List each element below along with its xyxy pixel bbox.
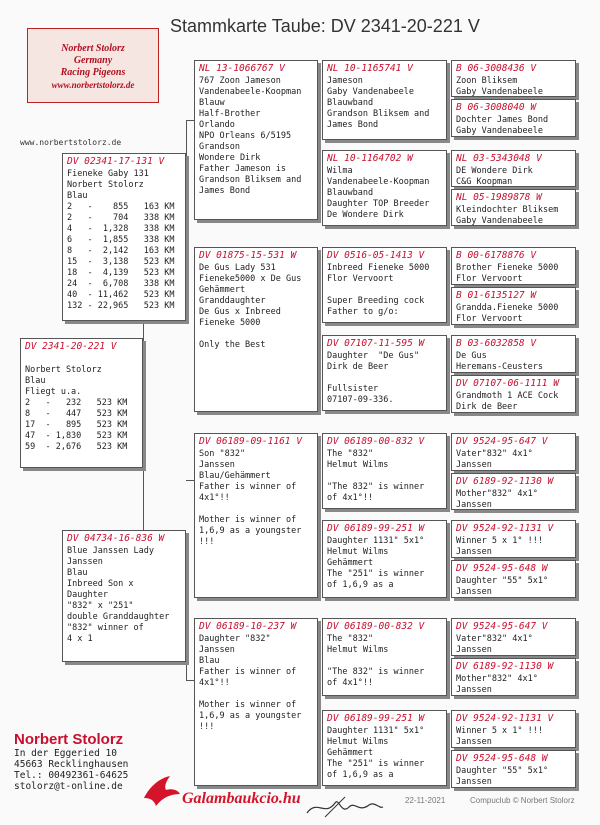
pigeon-info-line: "The 832" is winner	[327, 667, 425, 677]
pigeon-info-line: 1,6,9 as a youngster	[199, 711, 302, 721]
pigeon-info-line: Grandson Bliksem and	[327, 109, 430, 119]
pigeon-card-fmm	[322, 335, 447, 411]
pigeon-info-line: Half-Brother	[199, 109, 261, 119]
pigeon-info-line: Gehämmert	[327, 748, 374, 758]
breeder-name: Norbert Stolorz	[14, 731, 124, 748]
pigeon-info-line: James Bond	[199, 186, 251, 196]
pigeon-info-line: Janssen	[67, 557, 103, 567]
footer-credit: Compuclub © Norbert Stolorz	[470, 796, 575, 805]
pigeon-info-line	[25, 354, 138, 365]
connector-line	[186, 120, 194, 121]
pigeon-info-line: Brother Fieneke 5000	[456, 263, 559, 273]
pigeon-card-g7	[451, 335, 576, 373]
pigeon-logo-icon	[140, 768, 184, 812]
pigeon-info-line: Daughter TOP Breeder	[327, 199, 430, 209]
pigeon-info-line: The "251" is winner	[327, 569, 425, 579]
pigeon-info-line: Janssen	[199, 460, 235, 470]
pigeon-info-line: Daughter "832"	[199, 634, 271, 644]
pigeon-card-g9	[451, 433, 576, 471]
ring-number: DV 0516-05-1413 V	[327, 250, 425, 261]
pigeon-card-fmf	[322, 247, 447, 323]
pigeon-info-line: Janssen	[456, 547, 492, 557]
pigeon-info-line: Fieneke5000 x De Gus	[199, 274, 302, 284]
pigeon-info-line: 59 - 2,676 523 KM	[25, 442, 128, 452]
pigeon-info-line: Grandson Bliksem and	[199, 175, 302, 185]
pigeon-info-line: Gehämmert	[327, 558, 374, 568]
pigeon-card-g3	[451, 150, 576, 187]
ring-number: NL 05-1989878 W	[456, 192, 542, 203]
pigeon-info-line: De Gus x Inbreed	[199, 307, 281, 317]
pigeon-card-g16	[451, 750, 576, 788]
pigeon-info-line	[199, 689, 313, 700]
pigeon-info-line: 17 - 895 523 KM	[25, 420, 128, 430]
pigeon-info-line: Norbert Stolorz	[67, 180, 144, 190]
signature-icon	[305, 795, 385, 820]
ring-number: DV 2341-20-221 V	[25, 341, 117, 352]
pigeon-info-line: 132 - 22,965 523 KM	[67, 301, 175, 311]
pigeon-info-line: Helmut Wilms	[327, 737, 389, 747]
pigeon-info-line: 4 - 1,328 338 KM	[67, 224, 175, 234]
pigeon-info-line	[327, 656, 442, 667]
pigeon-card-g1	[451, 60, 576, 97]
pigeon-info-line: Janssen	[456, 460, 492, 470]
address-phone: Tel.: 00492361-64625	[14, 770, 129, 781]
ring-number: NL 03-5343048 V	[456, 153, 542, 164]
pigeon-card-g14	[451, 658, 576, 696]
connector-line	[447, 265, 448, 310]
connector-line	[318, 475, 319, 550]
pigeon-card-g13	[451, 618, 576, 656]
pigeon-info-line: Blau	[25, 376, 46, 386]
pigeon-info-line: of 1,6,9 as a	[327, 580, 394, 590]
pigeon-info-line: Blau	[199, 656, 220, 666]
pigeon-info-line: 767 Zoon Jameson	[199, 76, 281, 86]
pigeon-card-main	[20, 338, 143, 468]
ring-number: B 00-6178876 V	[456, 250, 537, 261]
footer-date: 22-11-2021	[405, 796, 446, 805]
ring-number: DV 02341-17-131 V	[67, 156, 165, 167]
pigeon-info-line: Vandenabeele-Koopman	[327, 177, 430, 187]
pigeon-info-line: 24 - 6,708 338 KM	[67, 279, 175, 289]
pigeon-info-line: Fliegt u.a.	[25, 387, 82, 397]
connector-line	[447, 635, 448, 675]
pigeon-info-line: "The 832" is winner	[327, 482, 425, 492]
pigeon-info-line: Janssen	[456, 685, 492, 695]
pigeon-info-line: 18 - 4,139 523 KM	[67, 268, 175, 278]
pigeon-info-line: Janssen	[456, 737, 492, 747]
pigeon-info-line: Gaby Vandenabeele	[456, 87, 543, 97]
breeder-address	[14, 748, 128, 792]
ring-number: DV 6189-92-1130 W	[456, 661, 554, 672]
pigeon-info-line: Kleindochter Bliksem	[456, 205, 559, 215]
pigeon-info-line: 8 - 447 523 KM	[25, 409, 128, 419]
pigeon-info-line: Dirk de Beer	[327, 362, 389, 372]
pigeon-info-line: Mother"832" 4x1°	[456, 489, 538, 499]
pigeon-info-line	[327, 471, 442, 482]
pigeon-info-line: Father is winner of	[199, 482, 297, 492]
pigeon-card-fm	[194, 247, 318, 412]
pigeon-info-line: of 4x1°!!	[327, 493, 374, 503]
pigeon-info-line: DE Wondere Dirk	[456, 166, 533, 176]
pigeon-info-line: Flor Vervoort	[456, 274, 523, 284]
pigeon-info-line: 6 - 1,855 338 KM	[67, 235, 175, 245]
pigeon-info-line	[327, 373, 442, 384]
pigeon-card-mmf	[322, 618, 447, 696]
ring-number: B 06-3008436 V	[456, 63, 537, 74]
pigeon-info-line: De Gus Lady 531	[199, 263, 276, 273]
pigeon-info-line: Mother is winner of	[199, 515, 297, 525]
pigeon-info-line: Son "832"	[199, 449, 246, 459]
website-link[interactable]: www.norbertstolorz.de	[20, 138, 122, 147]
ring-number: DV 06189-09-1161 V	[199, 436, 302, 447]
ring-number: NL 10-1165741 V	[327, 63, 413, 74]
pigeon-info-line: Helmut Wilms	[327, 547, 389, 557]
pigeon-info-line: Gaby Vandenabeele	[456, 126, 543, 136]
pigeon-info-line: "832" x "251"	[67, 601, 134, 611]
pigeon-info-line: Father to g/o:	[327, 307, 399, 317]
pigeon-info-line: Blue Janssen Lady	[67, 546, 154, 556]
pigeon-info-line: Daughter 1131" 5x1°	[327, 536, 425, 546]
address-city: 45663 Recklinghausen	[14, 759, 129, 770]
pigeon-card-g5	[451, 247, 576, 285]
pigeon-card-mmm	[322, 710, 447, 786]
pigeon-info-line	[199, 504, 313, 515]
pigeon-info-line: Gehämmert	[199, 285, 246, 295]
pigeon-info-line: Granddaughter	[199, 296, 266, 306]
pigeon-info-line: Super Breeding cock	[327, 296, 425, 306]
pigeon-card-ff	[194, 60, 318, 220]
pigeon-info-line: Zoon Bliksem	[456, 76, 518, 86]
pigeon-info-line: Fullsister	[327, 384, 379, 394]
ring-number: DV 9524-95-648 W	[456, 753, 548, 764]
pigeon-info-line: Blauwband	[327, 98, 374, 108]
ring-number: DV 9524-95-648 W	[456, 563, 548, 574]
connector-line	[186, 120, 187, 300]
pigeon-info-line: 40 - 11,462 523 KM	[67, 290, 175, 300]
pigeon-info-line: Blauwband	[327, 188, 374, 198]
pigeon-card-g4	[451, 189, 576, 226]
pigeon-info-line: Grandmoth 1 ACE Cock	[456, 391, 559, 401]
pigeon-info-line: Blau/Gehämmert	[199, 471, 271, 481]
pigeon-info-line: Daughter "De Gus"	[327, 351, 420, 361]
pigeon-info-line: Wilma	[327, 166, 353, 176]
pigeon-info-line: Father Jameson is	[199, 164, 286, 174]
pigeon-info-line: Wondere Dirk	[199, 153, 261, 163]
pigeon-info-line: The "832"	[327, 634, 374, 644]
pigeon-info-line: Blauw	[199, 98, 225, 108]
pigeon-info-line: of 1,6,9 as a	[327, 770, 394, 780]
ring-number: DV 06189-00-832 V	[327, 436, 425, 447]
pigeon-info-line: Helmut Wilms	[327, 460, 389, 470]
pigeon-info-line: 8 - 2,142 163 KM	[67, 246, 175, 256]
pigeon-card-ffm	[322, 150, 447, 226]
pigeon-info-line: !!!	[199, 722, 215, 732]
pigeon-info-line: of 4x1°!!	[327, 678, 374, 688]
pigeon-info-line: Vandenabeele-Koopman	[199, 87, 302, 97]
pigeon-card-mother	[62, 530, 186, 662]
connector-line	[186, 540, 187, 680]
pigeon-info-line: Dochter James Bond	[456, 115, 549, 125]
pigeon-info-line: Vater"832" 4x1°	[456, 634, 533, 644]
pigeon-card-mff	[322, 433, 447, 509]
pigeon-info-line: Orlando	[199, 120, 235, 130]
ring-number: DV 04734-16-836 W	[67, 533, 165, 544]
connector-line	[447, 445, 448, 485]
pigeon-info-line: Janssen	[456, 777, 492, 787]
pigeon-info-line: Flor Vervoort	[327, 274, 394, 284]
pigeon-card-g10	[451, 473, 576, 510]
pigeon-card-father	[62, 153, 186, 321]
pigeon-info-line: Blau	[67, 191, 88, 201]
pigeon-info-line: De Wondere Dirk	[327, 210, 404, 220]
pigeon-info-line: Daughter 1131" 5x1°	[327, 726, 425, 736]
pigeon-info-line: 07107-09-336.	[327, 395, 394, 405]
pigeon-info-line: Janssen	[456, 587, 492, 597]
pigeon-card-mfm	[322, 520, 447, 598]
ring-number: DV 9524-95-647 V	[456, 436, 548, 447]
ring-number: DV 9524-92-1131 V	[456, 713, 554, 724]
ring-number: DV 06189-99-251 W	[327, 523, 425, 534]
pigeon-info-line: !!!	[199, 537, 215, 547]
pigeon-info-line: De Gus	[456, 351, 487, 361]
pigeon-info-line: 47 - 1,830 523 KM	[25, 431, 128, 441]
pigeon-card-fff	[322, 60, 447, 140]
pigeon-info-line: Fieneke Gaby 131	[67, 169, 149, 179]
pigeon-info-line: Helmut Wilms	[327, 645, 389, 655]
pigeon-info-line: Norbert Stolorz	[25, 365, 102, 375]
pigeon-info-line: Grandson	[199, 142, 240, 152]
pigeon-info-line: James Bond	[327, 120, 379, 130]
pigeon-info-line: Winner 5 x 1° !!!	[456, 536, 543, 546]
ring-number: NL 13-1066767 V	[199, 63, 285, 74]
ring-number: DV 07107-11-595 W	[327, 338, 425, 349]
page-title: Stammkarte Taube: DV 2341-20-221 V	[170, 16, 480, 36]
connector-line	[318, 100, 319, 190]
pigeon-info-line: 2 - 855 163 KM	[67, 202, 175, 212]
connector-line	[447, 355, 448, 395]
pigeon-info-line: Janssen	[456, 500, 492, 510]
pigeon-info-line: The "251" is winner	[327, 759, 425, 769]
pigeon-info-line: Heremans-Ceusters	[456, 362, 543, 372]
pigeon-info-line: Only the Best	[199, 340, 266, 350]
pigeon-info-line: Janssen	[199, 645, 235, 655]
pigeon-info-line: Mother"832" 4x1°	[456, 674, 538, 684]
ring-number: DV 01875-15-531 W	[199, 250, 297, 261]
connector-line	[186, 680, 194, 681]
pigeon-card-g15	[451, 710, 576, 748]
connector-line	[447, 80, 448, 115]
pigeon-info-line: 2 - 232 523 KM	[25, 398, 128, 408]
pigeon-info-line: Inbreed Fieneke 5000	[327, 263, 430, 273]
pigeon-card-g2	[451, 99, 576, 137]
pigeon-info-line: Father is winner of	[199, 667, 297, 677]
ring-number: DV 9524-95-647 V	[456, 621, 548, 632]
logo-line: Racing Pigeons	[60, 67, 126, 78]
pigeon-info-line: Mother is winner of	[199, 700, 297, 710]
pigeon-info-line: Blau	[67, 568, 88, 578]
address-street: In der Eggeried 10	[14, 748, 117, 759]
pigeon-info-line: 4x1°!!	[199, 493, 230, 503]
ring-number: DV 06189-10-237 W	[199, 621, 297, 632]
logo-line: www.norbertstolorz.de	[51, 80, 135, 90]
galambaukcio-brand: Galambaukcio.hu	[182, 790, 301, 807]
pigeon-info-line: Gaby Vandenabeele	[456, 216, 543, 226]
pigeon-info-line: C&G Koopman	[456, 177, 513, 187]
ring-number: B 03-6032858 V	[456, 338, 537, 349]
pigeon-info-line: Janssen	[456, 645, 492, 655]
ring-number: DV 6189-92-1130 W	[456, 476, 554, 487]
pigeon-info-line: 1,6,9 as a youngster	[199, 526, 302, 536]
pigeon-info-line: 2 - 704 338 KM	[67, 213, 175, 223]
pigeon-info-line: Dirk de Beer	[456, 402, 518, 412]
pigeon-info-line: Grandda.Fieneke 5000	[456, 303, 559, 313]
pigeon-info-line	[199, 329, 313, 340]
breeder-logo	[27, 28, 159, 103]
pigeon-info-line: Winner 5 x 1° !!!	[456, 726, 543, 736]
pigeon-info-line: Inbreed Son x	[67, 579, 134, 589]
pigeon-info-line: The "832"	[327, 449, 374, 459]
pigeon-info-line: 4 x 1	[67, 634, 93, 644]
connector-line	[318, 280, 319, 370]
connector-line	[318, 660, 319, 740]
ring-number: DV 06189-00-832 V	[327, 621, 425, 632]
ring-number: DV 06189-99-251 W	[327, 713, 425, 724]
pigeon-info-line: Daughter "55" 5x1°	[456, 576, 549, 586]
ring-number: B 01-6135127 W	[456, 290, 537, 301]
pigeon-card-g11	[451, 520, 576, 558]
pigeon-card-g12	[451, 560, 576, 598]
connector-line	[447, 170, 448, 205]
logo-line: Germany	[73, 55, 113, 66]
pigeon-info-line: Jameson	[327, 76, 363, 86]
pigeon-card-g6	[451, 287, 576, 325]
pigeon-card-g8	[451, 375, 576, 413]
connector-line	[447, 722, 448, 762]
ring-number: NL 10-1164702 W	[327, 153, 413, 164]
pigeon-info-line	[327, 285, 442, 296]
ring-number: B 06-3008040 W	[456, 102, 537, 113]
pigeon-card-mf	[194, 433, 318, 598]
pigeon-info-line: 4x1°!!	[199, 678, 230, 688]
pigeon-info-line: Vater"832" 4x1°	[456, 449, 533, 459]
pigeon-info-line: "832" winner of	[67, 623, 144, 633]
pigeon-info-line: 15 - 3,138 523 KM	[67, 257, 175, 267]
pigeon-info-line: double Granddaughter	[67, 612, 170, 622]
logo-line: Norbert Stolorz	[61, 43, 125, 54]
pigeon-info-line: NPO Orleans 6/5195	[199, 131, 292, 141]
pigeon-info-line: Fieneke 5000	[199, 318, 261, 328]
address-email[interactable]: stolorz@t-online.de	[14, 781, 123, 792]
pigeon-info-line: Daughter "55" 5x1°	[456, 766, 549, 776]
pigeon-info-line: Flor Vervoort	[456, 314, 523, 324]
pigeon-info-line: Daughter	[67, 590, 108, 600]
connector-line	[186, 480, 194, 481]
connector-line	[447, 535, 448, 580]
ring-number: DV 07107-06-1111 W	[456, 378, 559, 389]
pigeon-info-line: Gaby Vandenabeele	[327, 87, 414, 97]
ring-number: DV 9524-92-1131 V	[456, 523, 554, 534]
pigeon-card-mm	[194, 618, 318, 786]
